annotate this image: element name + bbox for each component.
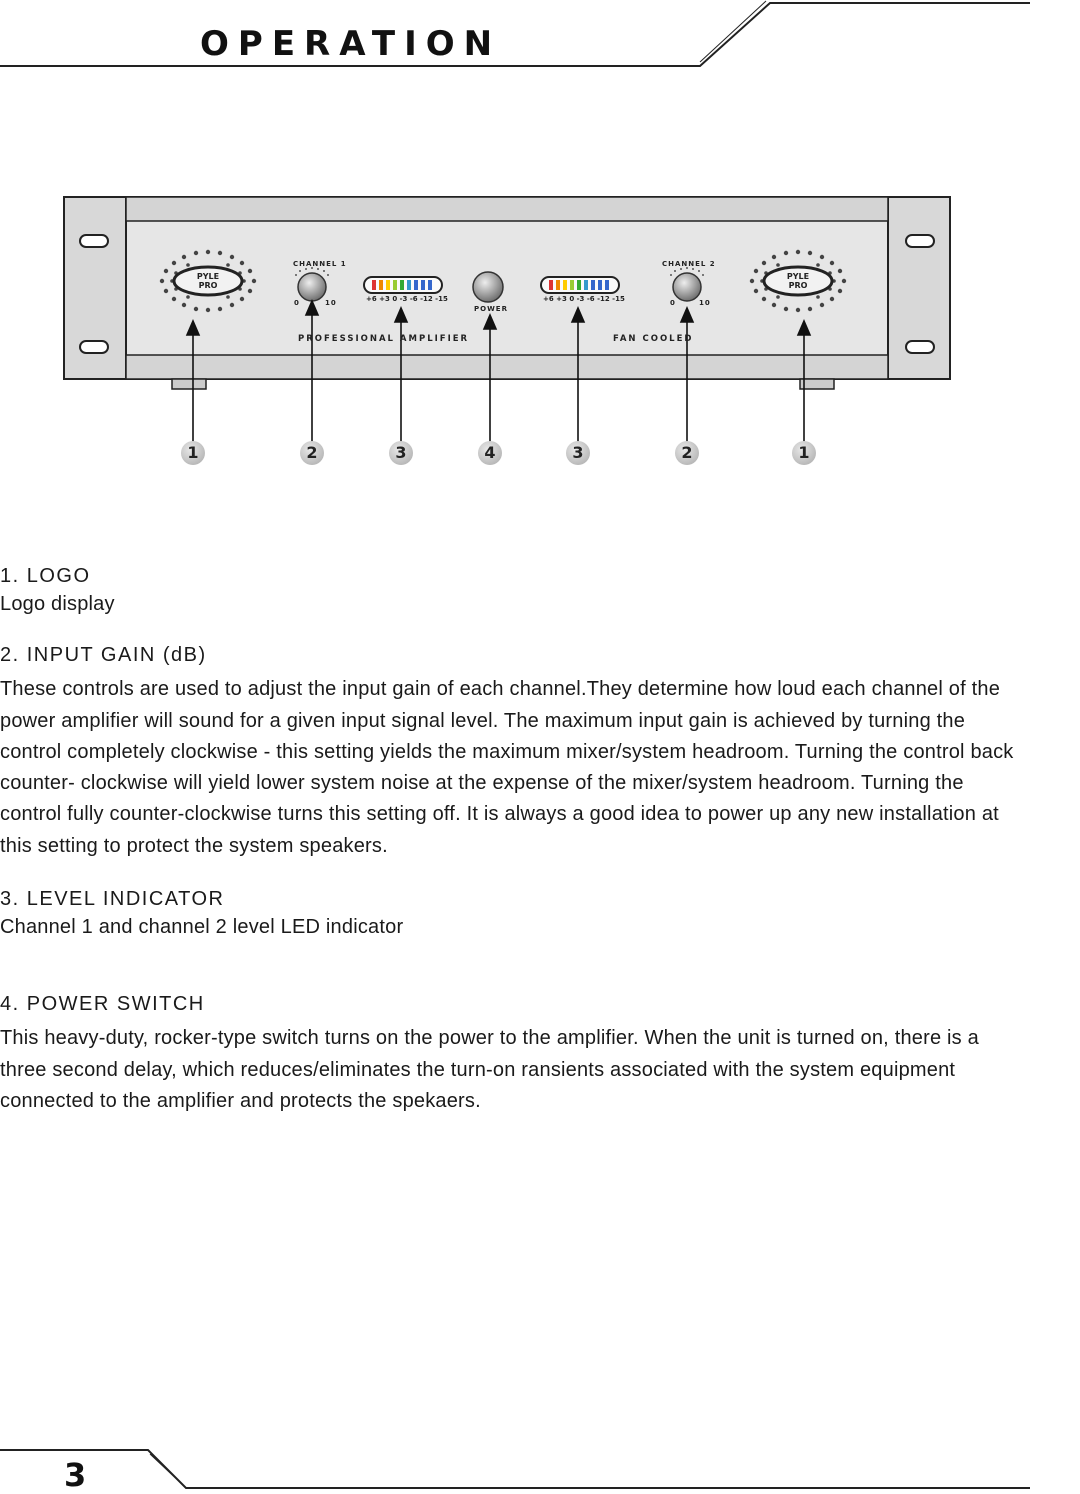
led-segment [556, 280, 560, 290]
footer-rule [0, 1440, 1080, 1491]
page-number: 3 [64, 1456, 87, 1494]
section-title: 3. LEVEL INDICATOR [0, 888, 225, 911]
channel-1-meter-scale: +6 +3 0 -3 -6 -12 -15 [366, 295, 448, 303]
callout-3-level-indicator: 3 [389, 441, 413, 465]
led-segment [591, 280, 595, 290]
led-segment [584, 280, 588, 290]
section-title: 1. LOGO [0, 565, 91, 587]
callout-1-logo: 1 [792, 441, 816, 465]
channel-2-knob-max: 10 [699, 299, 711, 307]
callout-4-power-switch: 4 [478, 441, 502, 465]
led-segment [563, 280, 567, 290]
logo-text-bottom: PRO [788, 281, 808, 290]
channel-2-meter-scale: +6 +3 0 -3 -6 -12 -15 [543, 295, 625, 303]
channel-2-knob-min: 0 [670, 299, 676, 307]
section-body: This heavy-duty, rocker-type switch turns on the power to the amplifier. When the unit is turned on, there is a three second delay, which reduces/eliminates the turn-on ransients associated with the system equipment connected to the amplifier and protects the spekaers. [0, 1027, 979, 1112]
channel-1-knob-min: 0 [294, 299, 300, 307]
section-input-gain [0, 642, 1030, 862]
panel-text-professional-amplifier: PROFESSIONAL AMPLIFIER [298, 334, 470, 344]
panel-text-fan-cooled: FAN COOLED [613, 334, 694, 344]
led-segment [598, 280, 602, 290]
foot [800, 379, 834, 389]
rack-slot [80, 235, 108, 247]
rack-slot [906, 235, 934, 247]
channel-1-label: CHANNEL 1 [293, 260, 347, 268]
led-segment [549, 280, 553, 290]
led-segment [372, 280, 376, 290]
section-title: 4. POWER SWITCH [0, 993, 205, 1016]
left-logo [188, 272, 228, 290]
callout-2-input-gain: 2 [675, 441, 699, 465]
led-segment [414, 280, 418, 290]
led-segment [379, 280, 383, 290]
description-sections [0, 563, 1030, 1139]
channel-2-gain-knob [673, 273, 701, 301]
amplifier-front-panel-diagram [0, 185, 1080, 485]
section-body: Logo display [0, 593, 115, 615]
channel-1-knob-max: 10 [325, 299, 337, 307]
logo-text-top: PYLE [196, 272, 220, 281]
page-title: OPERATION [200, 24, 502, 64]
callout-1-logo: 1 [181, 441, 205, 465]
amplifier-drawing [0, 185, 1080, 485]
section-level-indicator [0, 886, 1030, 943]
section-body: Channel 1 and channel 2 level LED indicator [0, 916, 404, 939]
rack-slot [906, 341, 934, 353]
foot [172, 379, 206, 389]
led-segment [605, 280, 609, 290]
led-segment [570, 280, 574, 290]
led-segment [577, 280, 581, 290]
logo-text-bottom: PRO [198, 281, 218, 290]
rack-slot [80, 341, 108, 353]
section-logo [0, 563, 1030, 620]
led-segment [400, 280, 404, 290]
right-logo [778, 272, 818, 290]
header-rule [0, 0, 1080, 80]
section-body: These controls are used to adjust the input gain of each channel.They determine how loud each channel of the power amplifier will sound for a given input signal level. The maximum input gain is achieved by turning the control completely clockwise - this setting yields the maximum mixer/system headroom. Turning the control back counter- clockwise will yield lower system noise at the expense of the mixer/system headroom. Turning the control fully counter-clockwise turns this setting off. It is always a good idea to power up any new installation at this setting to protect the system speakers. [0, 678, 1014, 857]
power-label: POWER [474, 305, 508, 313]
power-switch [473, 272, 503, 302]
led-segment [421, 280, 425, 290]
led-segment [386, 280, 390, 290]
section-title: 2. INPUT GAIN (dB) [0, 644, 207, 667]
logo-text-top: PYLE [786, 272, 810, 281]
led-segment [428, 280, 432, 290]
channel-1-gain-knob [298, 273, 326, 301]
callout-3-level-indicator: 3 [566, 441, 590, 465]
led-segment [407, 280, 411, 290]
callout-2-input-gain: 2 [300, 441, 324, 465]
led-segment [393, 280, 397, 290]
section-power-switch [0, 991, 1030, 1117]
channel-2-label: CHANNEL 2 [662, 260, 716, 268]
